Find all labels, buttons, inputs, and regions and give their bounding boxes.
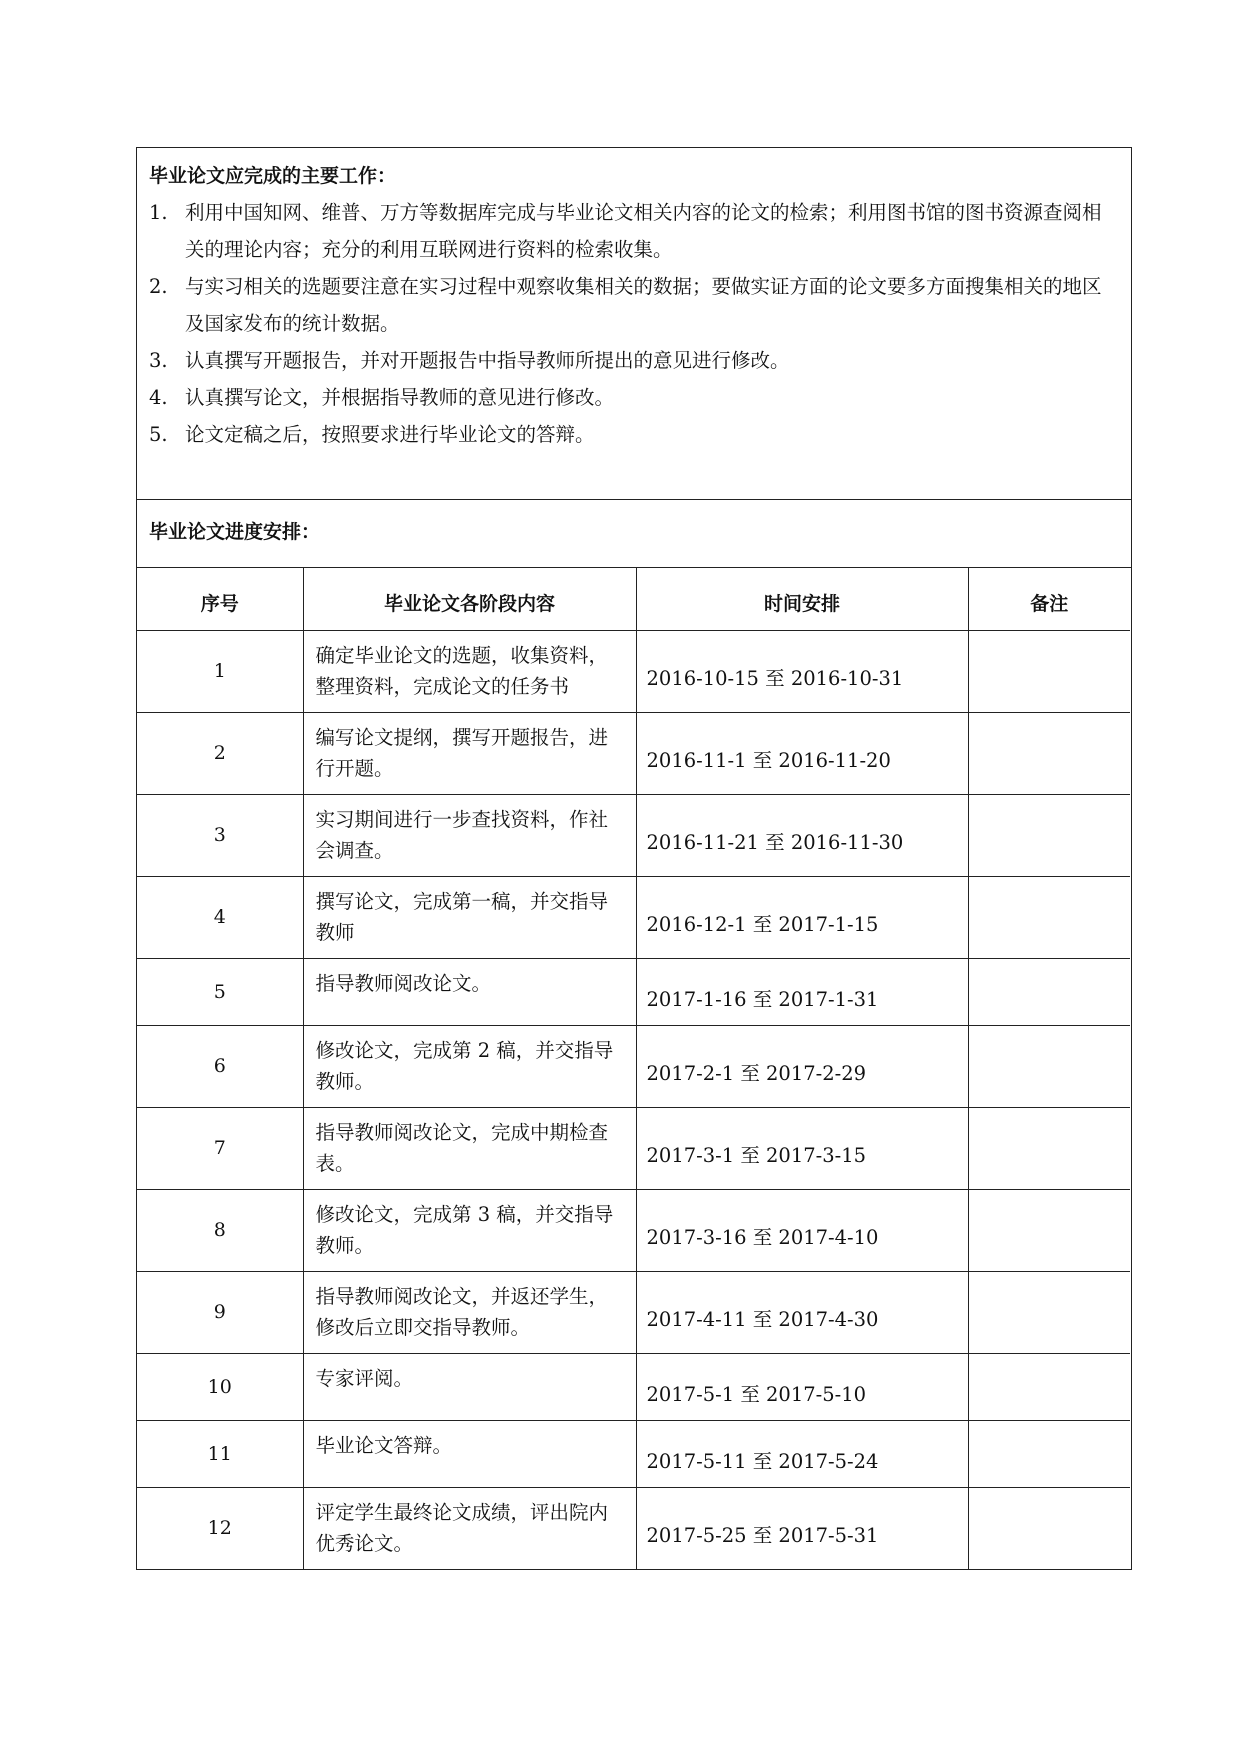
row-time: 2016-11-1 至 2016-11-20 — [636, 712, 968, 794]
row-index: 10 — [137, 1353, 303, 1420]
column-header-note: 备注 — [968, 568, 1130, 630]
row-stage: 撰写论文，完成第一稿，并交指导教师 — [303, 876, 636, 958]
row-stage: 专家评阅。 — [303, 1353, 636, 1420]
row-index: 2 — [137, 712, 303, 794]
row-index: 1 — [137, 630, 303, 712]
row-stage: 实习期间进行一步查找资料，作社会调查。 — [303, 794, 636, 876]
row-time: 2017-4-11 至 2017-4-30 — [636, 1271, 968, 1353]
schedule-table — [137, 568, 1130, 1569]
row-index: 5 — [137, 958, 303, 1025]
row-time: 2017-5-11 至 2017-5-24 — [636, 1420, 968, 1487]
main-work-section — [137, 148, 1131, 500]
main-work-item — [149, 379, 1119, 416]
column-header-time: 时间安排 — [636, 568, 968, 630]
row-index: 11 — [137, 1420, 303, 1487]
row-index: 7 — [137, 1107, 303, 1189]
row-time: 2016-12-1 至 2017-1-15 — [636, 876, 968, 958]
table-row — [137, 1271, 1130, 1353]
row-note — [968, 1271, 1130, 1353]
row-note — [968, 1107, 1130, 1189]
row-note — [968, 630, 1130, 712]
table-row — [137, 794, 1130, 876]
row-time: 2017-3-1 至 2017-3-15 — [636, 1107, 968, 1189]
row-stage: 修改论文，完成第 3 稿，并交指导教师。 — [303, 1189, 636, 1271]
main-work-item-number: 5. — [149, 423, 168, 446]
table-row — [137, 1420, 1130, 1487]
row-time: 2017-5-1 至 2017-5-10 — [636, 1353, 968, 1420]
schedule-heading-section — [137, 500, 1131, 568]
row-note — [968, 794, 1130, 876]
row-note — [968, 1189, 1130, 1271]
main-work-item — [149, 194, 1119, 268]
row-time: 2016-10-15 至 2016-10-31 — [636, 630, 968, 712]
row-note — [968, 1025, 1130, 1107]
column-header-index: 序号 — [137, 568, 303, 630]
row-index: 12 — [137, 1487, 303, 1569]
row-time: 2017-1-16 至 2017-1-31 — [636, 958, 968, 1025]
main-work-item-text: 利用中国知网、维普、万方等数据库完成与毕业论文相关内容的论文的检索；利用图书馆的图书资源查阅相关的理论内容；充分的利用互联网进行资料的检索收集。 — [185, 201, 1102, 261]
row-note — [968, 1487, 1130, 1569]
row-note — [968, 1353, 1130, 1420]
main-work-item — [149, 416, 1119, 453]
table-row — [137, 1487, 1130, 1569]
row-note — [968, 958, 1130, 1025]
main-work-item-number: 2. — [149, 275, 168, 298]
form-frame — [136, 147, 1132, 1570]
row-note — [968, 712, 1130, 794]
row-index: 4 — [137, 876, 303, 958]
table-row — [137, 1025, 1130, 1107]
main-work-item-number: 4. — [149, 386, 168, 409]
main-work-item-text: 认真撰写论文，并根据指导教师的意见进行修改。 — [185, 386, 615, 409]
column-header-stage: 毕业论文各阶段内容 — [303, 568, 636, 630]
row-time: 2016-11-21 至 2016-11-30 — [636, 794, 968, 876]
schedule-header-row — [137, 568, 1130, 630]
table-row — [137, 1189, 1130, 1271]
row-stage: 指导教师阅改论文。 — [303, 958, 636, 1025]
row-stage: 指导教师阅改论文，并返还学生，修改后立即交指导教师。 — [303, 1271, 636, 1353]
document-page — [136, 147, 1132, 1570]
row-note — [968, 1420, 1130, 1487]
row-stage: 指导教师阅改论文，完成中期检查表。 — [303, 1107, 636, 1189]
table-row — [137, 876, 1130, 958]
main-work-item-text: 论文定稿之后，按照要求进行毕业论文的答辩。 — [185, 423, 595, 446]
table-row — [137, 1107, 1130, 1189]
row-index: 9 — [137, 1271, 303, 1353]
schedule-heading: 毕业论文进度安排： — [149, 521, 321, 543]
row-time: 2017-5-25 至 2017-5-31 — [636, 1487, 968, 1569]
row-index: 6 — [137, 1025, 303, 1107]
main-work-heading: 毕业论文应完成的主要工作： — [149, 165, 397, 187]
row-index: 8 — [137, 1189, 303, 1271]
row-time: 2017-3-16 至 2017-4-10 — [636, 1189, 968, 1271]
row-index: 3 — [137, 794, 303, 876]
table-row — [137, 630, 1130, 712]
main-work-item-text: 认真撰写开题报告，并对开题报告中指导教师所提出的意见进行修改。 — [185, 349, 790, 372]
row-note — [968, 876, 1130, 958]
main-work-list — [149, 194, 1119, 453]
table-row — [137, 958, 1130, 1025]
main-work-item-number: 1. — [149, 201, 168, 224]
row-time: 2017-2-1 至 2017-2-29 — [636, 1025, 968, 1107]
row-stage: 确定毕业论文的选题，收集资料，整理资料，完成论文的任务书 — [303, 630, 636, 712]
row-stage: 编写论文提纲，撰写开题报告，进行开题。 — [303, 712, 636, 794]
main-work-item — [149, 268, 1119, 342]
row-stage: 毕业论文答辩。 — [303, 1420, 636, 1487]
table-row — [137, 712, 1130, 794]
main-work-item-text: 与实习相关的选题要注意在实习过程中观察收集相关的数据；要做实证方面的论文要多方面搜集相关的地区及国家发布的统计数据。 — [185, 275, 1102, 335]
row-stage: 评定学生最终论文成绩，评出院内优秀论文。 — [303, 1487, 636, 1569]
table-row — [137, 1353, 1130, 1420]
row-stage: 修改论文，完成第 2 稿，并交指导教师。 — [303, 1025, 636, 1107]
main-work-item — [149, 342, 1119, 379]
main-work-item-number: 3. — [149, 349, 168, 372]
